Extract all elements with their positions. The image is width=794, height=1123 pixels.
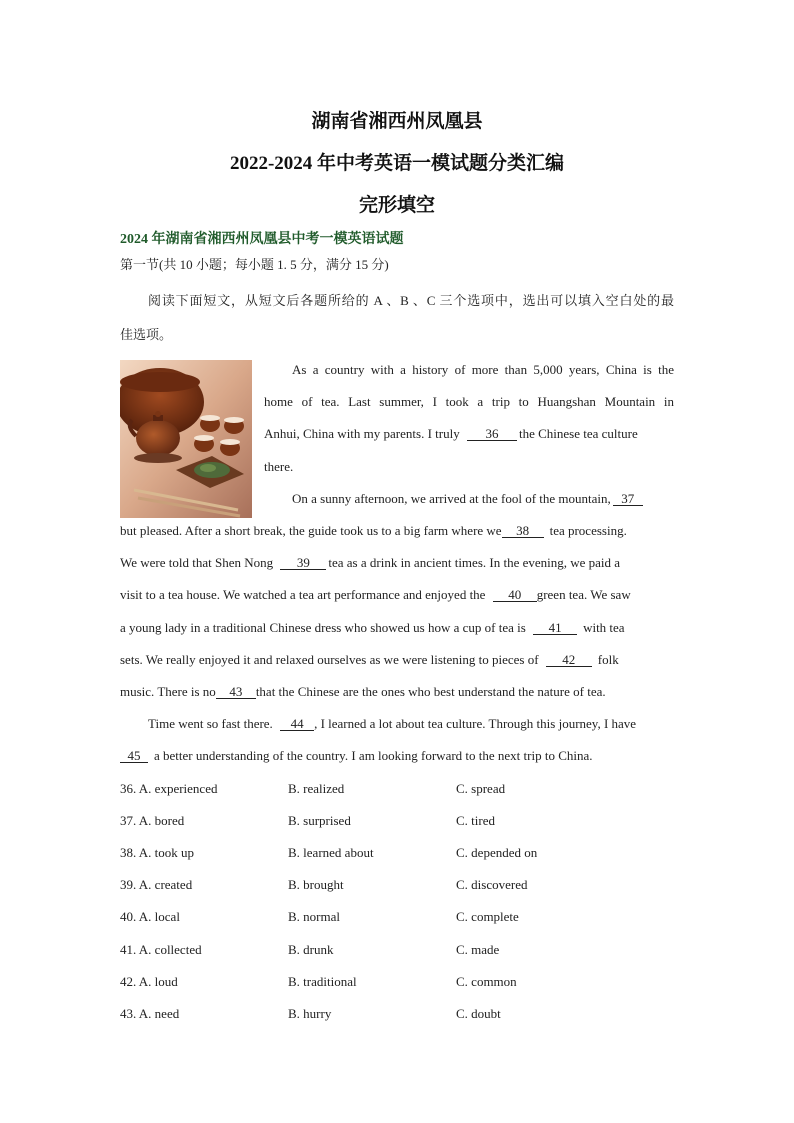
option-c: C. spread	[456, 781, 506, 796]
option-b: B. learned about	[288, 845, 374, 860]
option-c: C. made	[456, 942, 500, 957]
blank-37: 37	[613, 492, 643, 506]
passage-line: As a country with a history of more than 5,000 years, China is the	[292, 362, 674, 377]
option-b: B. normal	[288, 909, 340, 924]
blank-39: 39	[280, 556, 326, 570]
option-a: 41. A. collected	[120, 942, 202, 957]
passage-line: but pleased. After a short break, the guide took us to a big farm where we 38 tea processing.	[120, 523, 627, 538]
passage-line: home of tea. Last summer, I took a trip to Huangshan Mountain in	[264, 394, 674, 409]
passage-line: sets. We really enjoyed it and relaxed ourselves as we were listening to pieces of 42 folk	[120, 652, 619, 667]
passage-line: Anhui, China with my parents. I truly 36 the Chinese tea culture	[264, 426, 638, 441]
blank-41: 41	[533, 621, 577, 635]
option-c: C. doubt	[456, 1006, 501, 1021]
passage-line: music. There is no 43 that the Chinese are the ones who best understand the nature of tea.	[120, 684, 606, 699]
option-a: 40. A. local	[120, 909, 180, 924]
option-b: B. realized	[288, 781, 345, 796]
blank-44: 44	[280, 717, 314, 731]
option-b: B. brought	[288, 877, 344, 892]
instructions-line-1: 阅读下面短文，从短文后各题所给的 A 、B 、C 三个选项中，选出可以填入空白处的最	[148, 293, 674, 308]
option-b: B. traditional	[288, 974, 357, 989]
option-c: C. discovered	[456, 877, 528, 892]
blank-42: 42	[546, 653, 592, 667]
section-title: 2024 年湖南省湘西州凤凰县中考一模英语试题	[120, 232, 404, 247]
passage-line: We were told that Shen Nong 39 tea as a drink in ancient times. In the evening, we paid a	[120, 555, 621, 570]
option-a: 36. A. experienced	[120, 781, 218, 796]
passage-line: there.	[264, 459, 294, 474]
passage-line: Time went so fast there. 44 , I learned a lot about tea culture. Through this journey, I have	[148, 716, 637, 731]
option-c: C. depended on	[456, 845, 538, 860]
passage-line: On a sunny afternoon, we arrived at the fool of the mountain, 37	[292, 491, 643, 507]
passage-line: 45 a better understanding of the country. I am looking forward to the next trip to China.	[120, 748, 593, 764]
doc-title-main: 2022-2024 年中考英语一模试题分类汇编	[229, 153, 565, 174]
option-a: 37. A. bored	[120, 813, 185, 828]
section-meta: 第一节(共 10 小题；每小题 1. 5 分，满分 15 分)	[120, 257, 389, 272]
option-b: B. drunk	[288, 942, 334, 957]
blank-43: 43	[216, 685, 256, 699]
option-a: 38. A. took up	[120, 845, 195, 860]
option-c: C. common	[456, 974, 517, 989]
passage-line: a young lady in a traditional Chinese dress who showed us how a cup of tea is 41 with tea	[120, 620, 625, 635]
doc-title-topic: 完形填空	[358, 195, 435, 216]
blank-45: 45	[120, 749, 148, 763]
option-b: B. surprised	[288, 813, 351, 828]
option-a: 39. A. created	[120, 877, 193, 892]
option-b: B. hurry	[288, 1006, 332, 1021]
option-c: C. tired	[456, 813, 495, 828]
instructions-line-2: 佳选项。	[120, 327, 173, 342]
blank-36: 36	[467, 427, 517, 441]
chinese-tea-set-photo	[120, 360, 252, 518]
blank-40: 40	[493, 588, 537, 602]
option-c: C. complete	[456, 909, 519, 924]
blank-38: 38	[502, 524, 544, 538]
option-a: 43. A. need	[120, 1006, 180, 1021]
option-a: 42. A. loud	[120, 974, 178, 989]
passage-line: visit to a tea house. We watched a tea art performance and enjoyed the 40 green tea. We saw	[120, 587, 631, 602]
doc-title-region: 湖南省湘西州凤凰县	[311, 111, 483, 132]
